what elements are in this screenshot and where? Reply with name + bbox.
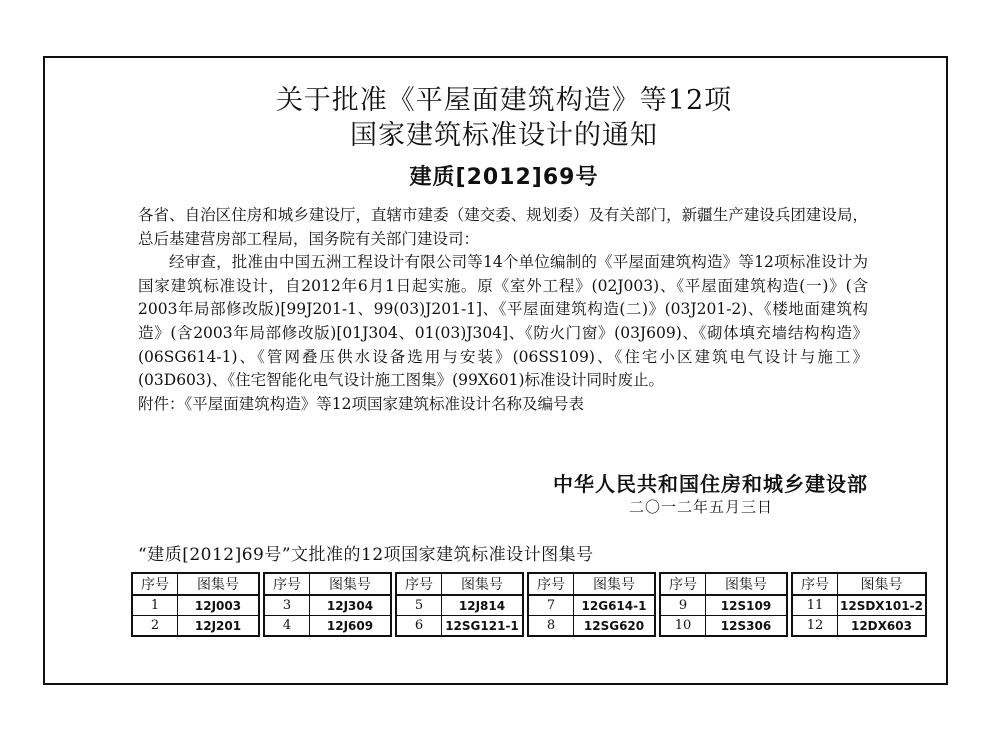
attachment-line: 附件：《平屋面建筑构造》等12项国家建筑标准设计名称及编号表 xyxy=(138,394,584,413)
table-group-1 xyxy=(131,572,260,637)
atlas-number-table xyxy=(131,572,927,636)
cell-code: 12J609 xyxy=(310,616,392,637)
header-seq: 序号 xyxy=(792,573,838,595)
cell-code: 12SG620 xyxy=(574,616,656,637)
cell-seq: 8 xyxy=(528,616,574,637)
table-header-row xyxy=(396,573,523,595)
table-header-row xyxy=(660,573,787,595)
cell-seq: 2 xyxy=(132,616,178,637)
cell-seq: 11 xyxy=(792,595,838,616)
header-seq: 序号 xyxy=(132,573,178,595)
header-code: 图集号 xyxy=(178,573,260,595)
table-header-row xyxy=(528,573,655,595)
cell-code: 12SDX101-2 xyxy=(838,595,926,616)
table-header-row xyxy=(264,573,391,595)
table-header-row xyxy=(132,573,259,595)
cell-seq: 9 xyxy=(660,595,706,616)
cell-seq: 4 xyxy=(264,616,310,637)
table-row xyxy=(396,616,523,637)
header-seq: 序号 xyxy=(396,573,442,595)
cell-seq: 1 xyxy=(132,595,178,616)
cell-seq: 6 xyxy=(396,616,442,637)
table-group-5 xyxy=(659,572,788,637)
cell-code: 12DX603 xyxy=(838,616,926,637)
header-seq: 序号 xyxy=(264,573,310,595)
header-code: 图集号 xyxy=(838,573,926,595)
cell-code: 12J814 xyxy=(442,595,524,616)
table-row xyxy=(660,616,787,637)
notice-body xyxy=(138,204,868,416)
header-code: 图集号 xyxy=(310,573,392,595)
cell-code: 12S109 xyxy=(706,595,788,616)
table-row xyxy=(264,595,391,616)
notice-title-line2: 国家建筑标准设计的通知 xyxy=(350,120,658,151)
cell-code: 12J304 xyxy=(310,595,392,616)
header-code: 图集号 xyxy=(706,573,788,595)
salutation: 各省、自治区住房和城乡建设厅，直辖市建委（建交委、规划委）及有关部门，新疆生产建设兵团建设局，总后基建营房部工程局，国务院有关部门建设司： xyxy=(138,206,868,248)
cell-code: 12J003 xyxy=(178,595,260,616)
table-row xyxy=(132,595,259,616)
cell-seq: 7 xyxy=(528,595,574,616)
table-title: “建质[2012]69号”文批准的12项国家建筑标准设计图集号 xyxy=(138,545,594,565)
table-row xyxy=(528,595,655,616)
cell-seq: 12 xyxy=(792,616,838,637)
cell-seq: 3 xyxy=(264,595,310,616)
cell-code: 12SG121-1 xyxy=(442,616,524,637)
table-group-3 xyxy=(395,572,524,637)
table-row xyxy=(792,616,926,637)
issue-date: 二〇一二年五月三日 xyxy=(628,498,773,516)
cell-seq: 10 xyxy=(660,616,706,637)
table-group-6 xyxy=(791,572,927,637)
body-paragraph: 经审查，批准由中国五洲工程设计有限公司等14个单位编制的《平屋面建筑构造》等12项标准设计为国家建筑标准设计，自2012年6月1日起实施。原《室外工程》(02J003)、《平屋面建筑构造(一)》(含2003年局部修改版)[99J201-1、99(03)J201-1]、《平屋面建筑构造(二)》(03J201-2)、《楼地面建筑构造》(含2003年局部修改版)[01J304、01(03)J304]、《防火门窗》(03J609)、《砌体填充墙结构构造》(06SG614-1)、《管网叠压供水设备选用与安装》(06SS109)、《住宅小区建筑电气设计与施工》(03D603)、《住宅智能化电气设计施工图集》(99X601)标准设计同时废止。 xyxy=(138,253,868,390)
notice-title-line1: 关于批准《平屋面建筑构造》等12项 xyxy=(275,85,733,116)
table-row xyxy=(660,595,787,616)
header-seq: 序号 xyxy=(528,573,574,595)
header-code: 图集号 xyxy=(442,573,524,595)
cell-code: 12G614-1 xyxy=(574,595,656,616)
table-row xyxy=(264,616,391,637)
issuer-name: 中华人民共和国住房和城乡建设部 xyxy=(553,472,868,496)
header-seq: 序号 xyxy=(660,573,706,595)
table-row xyxy=(792,595,926,616)
table-row xyxy=(528,616,655,637)
table-row xyxy=(132,616,259,637)
table-group-4 xyxy=(527,572,656,637)
table-row xyxy=(396,595,523,616)
table-header-row xyxy=(792,573,926,595)
document-number: 建质[2012]69号 xyxy=(409,165,599,190)
header-code: 图集号 xyxy=(574,573,656,595)
cell-seq: 5 xyxy=(396,595,442,616)
cell-code: 12J201 xyxy=(178,616,260,637)
cell-code: 12S306 xyxy=(706,616,788,637)
table-group-2 xyxy=(263,572,392,637)
